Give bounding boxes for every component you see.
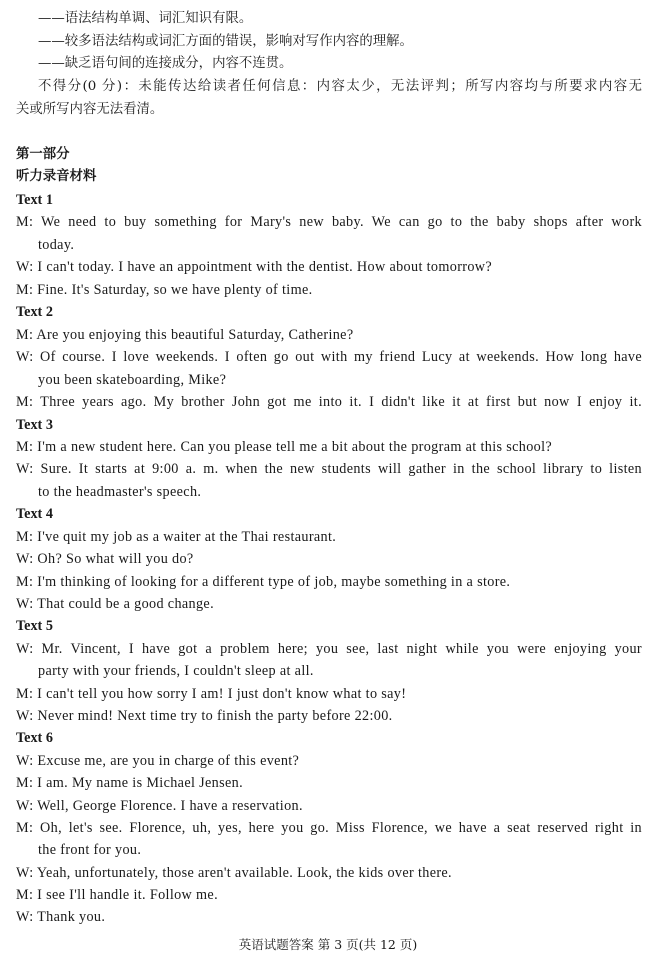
- dialogue-line: M: I'm thinking of looking for a different type of job, maybe something in a store.: [16, 574, 511, 590]
- dialogue-line: W: Sure. It starts at 9:00 a. m. when the new students will gather in the school library to listen: [16, 461, 642, 477]
- text-4-title: Text 4: [16, 506, 53, 522]
- dialogue-line: M: Oh, let's see. Florence, uh, yes, here you go. Miss Florence, we have a seat reserved right in: [16, 820, 642, 836]
- scoring-zero-points: 不得分(0 分)：未能传达给读者任何信息：内容太少，无法评判；所写内容均与所要求内容无: [38, 79, 642, 94]
- dialogue-line: W: Yeah, unfortunately, those aren't available. Look, the kids over there.: [16, 865, 452, 881]
- dialogue-line-cont: today.: [38, 237, 75, 253]
- dialogue-line-cont: to the headmaster's speech.: [38, 484, 202, 500]
- part-heading: 第一部分: [16, 147, 70, 162]
- dialogue-line-cont: you been skateboarding, Mike?: [38, 372, 227, 388]
- dialogue-line: W: I can't today. I have an appointment with the dentist. How about tomorrow?: [16, 259, 493, 275]
- dialogue-line: W: Well, George Florence. I have a reservation.: [16, 798, 303, 814]
- text-3-title: Text 3: [16, 417, 53, 433]
- dialogue-line: W: Mr. Vincent, I have got a problem here; you see, last night while you were enjoying your: [16, 641, 642, 657]
- scoring-criterion: ——语法结构单调、词汇知识有限。: [38, 11, 253, 26]
- dialogue-line: M: Are you enjoying this beautiful Saturday, Catherine?: [16, 327, 354, 343]
- dialogue-line: M: We need to buy something for Mary's new baby. We can go to the baby shops after work: [16, 214, 642, 230]
- dialogue-line: W: That could be a good change.: [16, 596, 214, 612]
- text-6-title: Text 6: [16, 730, 53, 746]
- text-2-title: Text 2: [16, 304, 53, 320]
- dialogue-line-cont: the front for you.: [38, 842, 142, 858]
- scoring-criterion: ——缺乏语句间的连接成分，内容不连贯。: [38, 56, 293, 71]
- dialogue-line: M: I can't tell you how sorry I am! I just don't know what to say!: [16, 686, 407, 702]
- dialogue-line: M: Fine. It's Saturday, so we have plenty of time.: [16, 282, 313, 298]
- dialogue-line: W: Thank you.: [16, 909, 106, 925]
- dialogue-line: M: I see I'll handle it. Follow me.: [16, 887, 218, 903]
- dialogue-line: M: Three years ago. My brother John got me into it. I didn't like it at first but now I enjoy it.: [16, 394, 642, 410]
- dialogue-line: W: Never mind! Next time try to finish the party before 22:00.: [16, 708, 393, 724]
- dialogue-line: M: I am. My name is Michael Jensen.: [16, 775, 243, 791]
- material-heading: 听力录音材料: [16, 169, 97, 184]
- scoring-zero-points-cont: 关或所写内容无法看清。: [16, 102, 164, 117]
- dialogue-line: W: Oh? So what will you do?: [16, 551, 194, 567]
- dialogue-line: M: I've quit my job as a waiter at the Thai restaurant.: [16, 529, 337, 545]
- scoring-criterion: ——较多语法结构或词汇方面的错误，影响对写作内容的理解。: [38, 34, 413, 49]
- dialogue-line: M: I'm a new student here. Can you please tell me a bit about the program at this school?: [16, 439, 553, 455]
- text-1-title: Text 1: [16, 192, 53, 208]
- text-5-title: Text 5: [16, 618, 53, 634]
- page-footer: 英语试题答案 第 3 页(共 12 页): [238, 937, 418, 952]
- dialogue-line: W: Of course. I love weekends. I often go out with my friend Lucy at weekends. How long have: [16, 349, 642, 365]
- dialogue-line: W: Excuse me, are you in charge of this event?: [16, 753, 300, 769]
- dialogue-line-cont: party with your friends, I couldn't sleep at all.: [38, 663, 314, 679]
